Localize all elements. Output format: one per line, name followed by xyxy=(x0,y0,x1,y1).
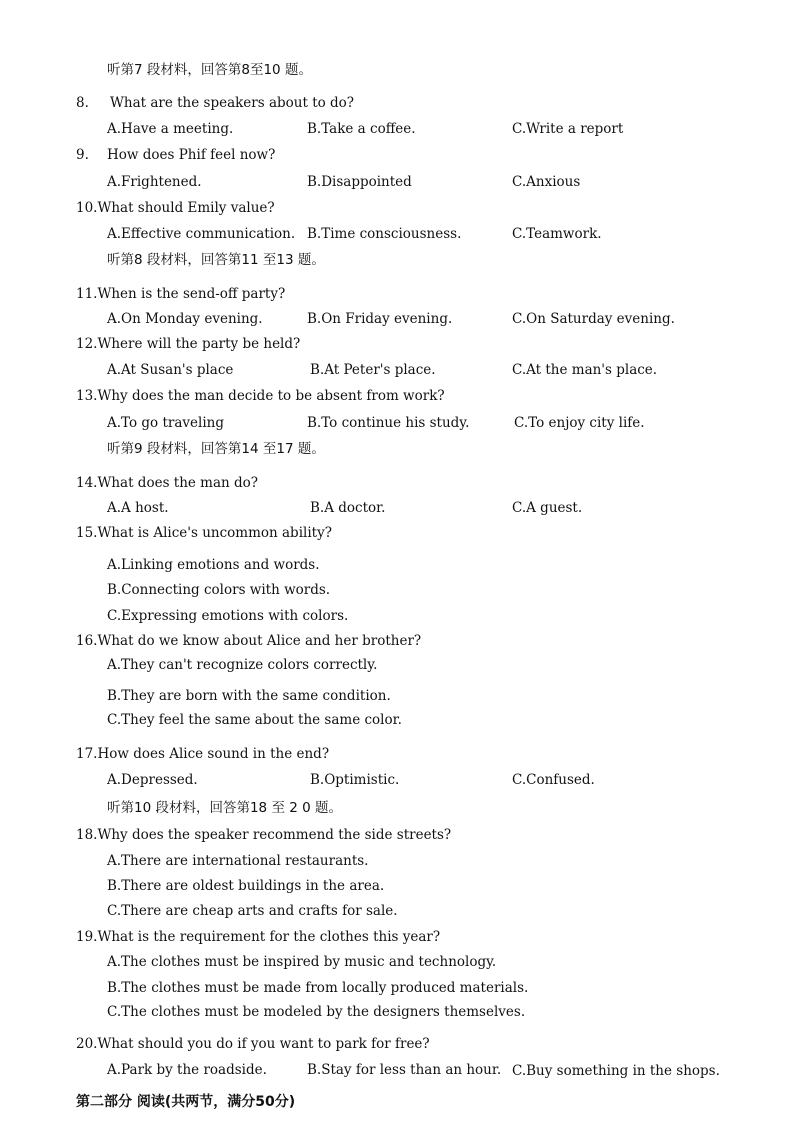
option-19b: B.The clothes must be made from locally produced materials. xyxy=(107,980,529,996)
part-two-heading: 第二部分 阅读(共两节，满分50分) xyxy=(76,1094,296,1110)
option-14b: B.A doctor. xyxy=(310,500,386,516)
option-20c: C.Buy something in the shops. xyxy=(512,1063,720,1079)
option-18b: B.There are oldest buildings in the area. xyxy=(107,878,385,894)
option-9c: C.Anxious xyxy=(512,174,581,190)
option-9a: A.Frightened. xyxy=(107,174,202,190)
option-13b: B.To continue his study. xyxy=(307,415,470,431)
option-18a: A.There are international restaurants. xyxy=(107,853,369,869)
question-17: 17.How does Alice sound in the end? xyxy=(76,746,330,762)
option-8c: C.Write a report xyxy=(512,121,624,137)
option-15a: A.Linking emotions and words. xyxy=(107,557,320,573)
question-18: 18.Why does the speaker recommend the side streets? xyxy=(76,827,452,843)
option-19a: A.The clothes must be inspired by music and technology. xyxy=(107,954,497,970)
section-heading-9: 听第9 段材料，回答第14 至17 题。 xyxy=(107,441,325,457)
option-12a: A.At Susan's place xyxy=(107,362,234,378)
question-9: How does Phif feel now? xyxy=(107,147,276,163)
option-15b: B.Connecting colors with words. xyxy=(107,582,331,598)
section-heading-8: 听第8 段材料，回答第11 至13 题。 xyxy=(107,252,325,268)
option-18c: C.There are cheap arts and crafts for sale. xyxy=(107,903,398,919)
option-11b: B.On Friday evening. xyxy=(307,311,453,327)
option-11a: A.On Monday evening. xyxy=(107,311,263,327)
option-16c: C.They feel the same about the same color. xyxy=(107,712,402,728)
option-10c: C.Teamwork. xyxy=(512,226,602,242)
option-14c: C.A guest. xyxy=(512,500,583,516)
option-17c: C.Confused. xyxy=(512,772,595,788)
question-number-9: 9. xyxy=(76,147,89,163)
question-11: 11.When is the send-off party? xyxy=(76,286,286,302)
question-15: 15.What is Alice's uncommon ability? xyxy=(76,525,332,541)
option-13a: A.To go traveling xyxy=(107,415,224,431)
option-10a: A.Effective communication. xyxy=(107,226,296,242)
option-17a: A.Depressed. xyxy=(107,772,198,788)
question-12: 12.Where will the party be held? xyxy=(76,336,301,352)
question-19: 19.What is the requirement for the clothes this year? xyxy=(76,929,441,945)
option-14a: A.A host. xyxy=(107,500,169,516)
option-20a: A.Park by the roadside. xyxy=(107,1062,267,1078)
option-9b: B.Disappointed xyxy=(307,174,412,190)
option-12c: C.At the man's place. xyxy=(512,362,658,378)
option-8a: A.Have a meeting. xyxy=(107,121,234,137)
question-number-8: 8. xyxy=(76,95,89,111)
option-15c: C.Expressing emotions with colors. xyxy=(107,608,349,624)
option-17b: B.Optimistic. xyxy=(310,772,400,788)
question-10: 10.What should Emily value? xyxy=(76,200,275,216)
option-8b: B.Take a coffee. xyxy=(307,121,416,137)
question-14: 14.What does the man do? xyxy=(76,475,259,491)
section-heading-10: 听第10 段材料，回答第18 至 2 0 题。 xyxy=(107,800,342,816)
option-20b: B.Stay for less than an hour. xyxy=(307,1062,502,1078)
option-16a: A.They can't recognize colors correctly. xyxy=(107,657,378,673)
question-20: 20.What should you do if you want to park for free? xyxy=(76,1036,430,1052)
option-13c: C.To enjoy city life. xyxy=(514,415,645,431)
option-19c: C.The clothes must be modeled by the designers themselves. xyxy=(107,1004,526,1020)
section-heading-7: 听第7 段材料，回答第8至10 题。 xyxy=(107,62,312,78)
option-11c: C.On Saturday evening. xyxy=(512,311,675,327)
option-10b: B.Time consciousness. xyxy=(307,226,462,242)
question-16: 16.What do we know about Alice and her brother? xyxy=(76,633,422,649)
question-8: What are the speakers about to do? xyxy=(110,95,355,111)
option-16b: B.They are born with the same condition. xyxy=(107,688,391,704)
question-13: 13.Why does the man decide to be absent from work? xyxy=(76,388,445,404)
option-12b: B.At Peter's place. xyxy=(310,362,436,378)
